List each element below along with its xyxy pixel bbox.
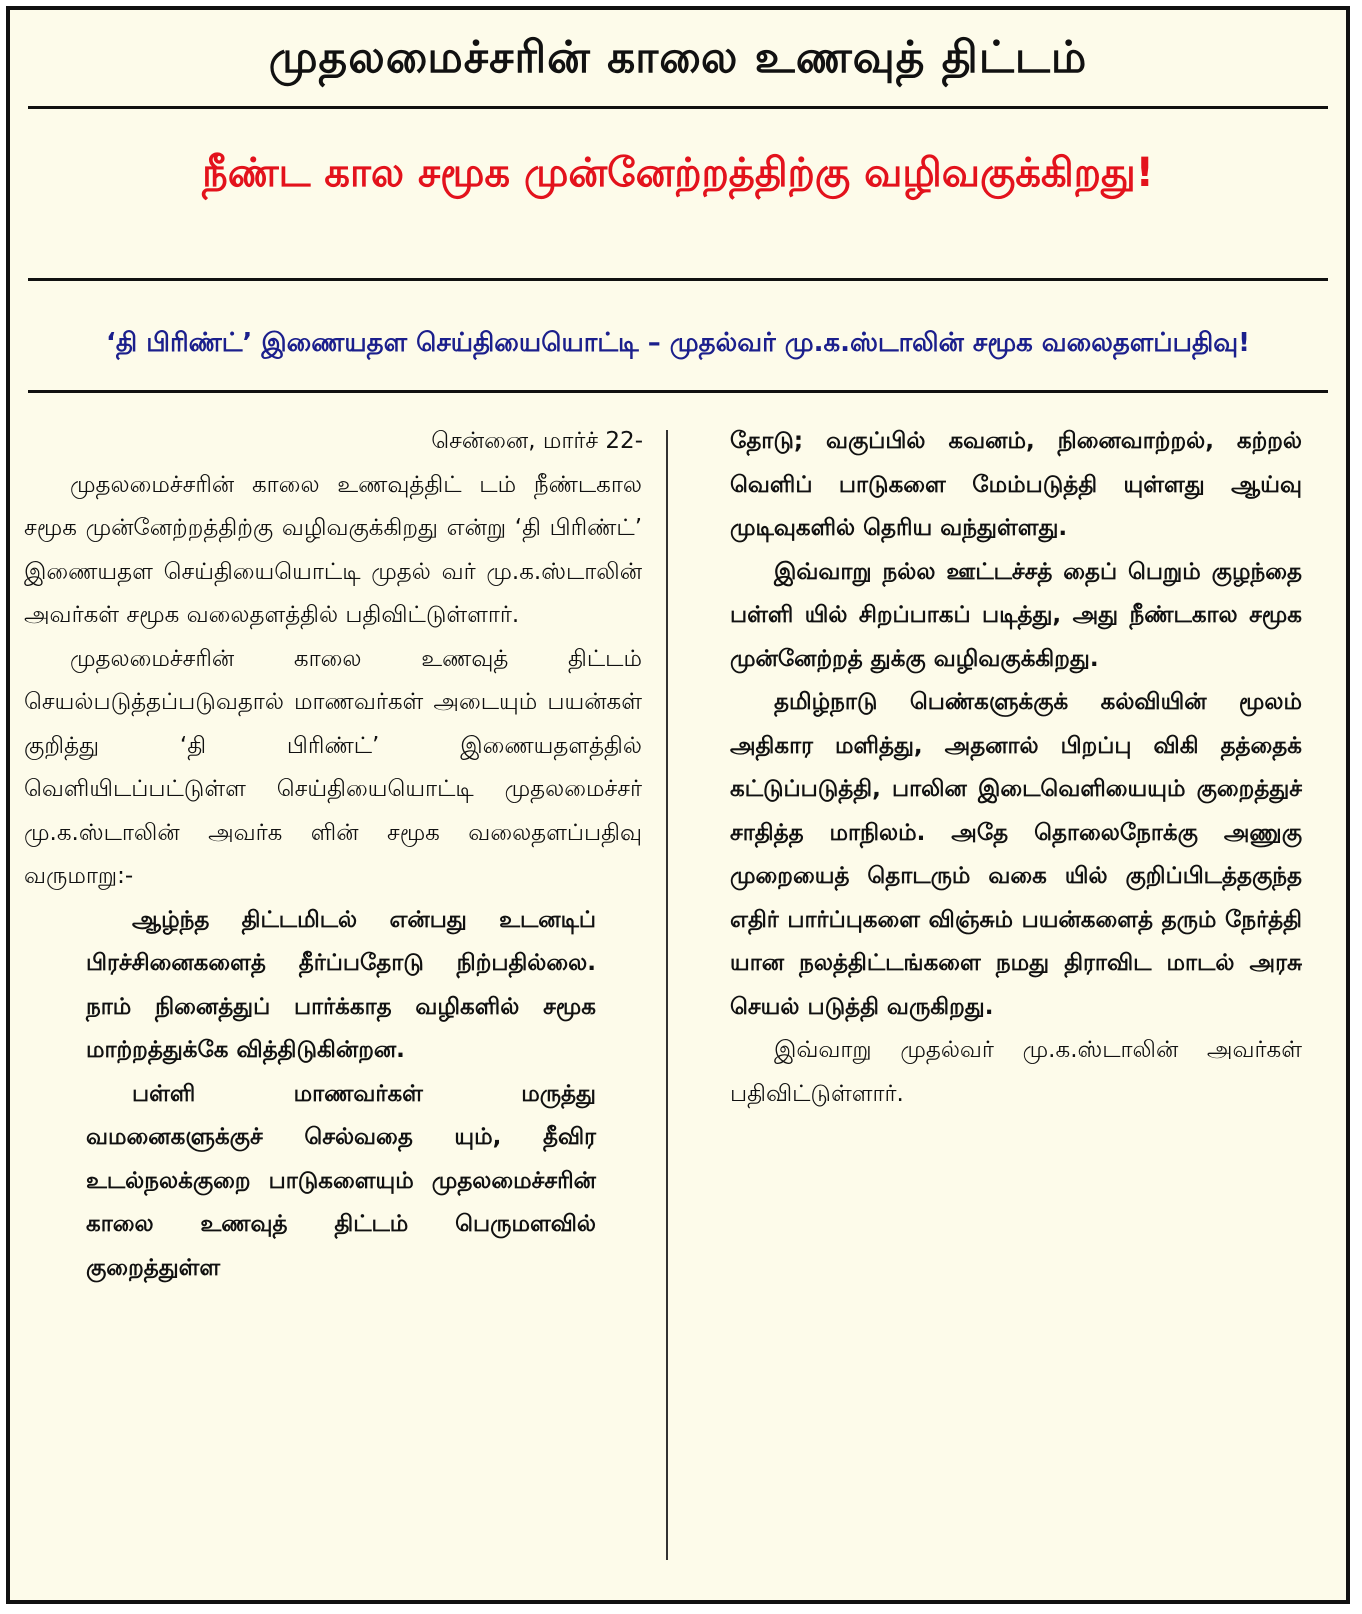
quote-paragraph: தமிழ்நாடு பெண்களுக்குக் கல்வியின் மூலம் அதிகார மளித்து, அதனால் பிறப்பு விகி தத்தைக் கட்டுப்படுத்தி, பாலின இடைவெளியையும் குறைத்துச் சாதித்த மாநிலம். அதே தொலைநோக்கு அணுகு முறையைத் தொடரும் வகை யில் குறிப்பிடத்தகுந்த எதிர் பார்ப்புகளை விஞ்சும் பயன்களைத் தரும் நேர்த்தி யான நலத்திட்டங்களை நமது திராவிட மாடல் அரசு செயல் படுத்தி வருகிறது. (730, 689, 1302, 1020)
quote-paragraph: ஆழ்ந்த திட்டமிடல் என்பது உடனடிப் பிரச்சினைகளைத் தீர்ப்பதோடு நிற்பதில்லை. நாம் நினைத்துப் பார்க்காத வழிகளில் சமூக மாற்றத்துக்கே வித்திடுகின்றன. (86, 906, 596, 1063)
column-divider (666, 430, 668, 1560)
subheadline: நீண்ட கால சமூக முன்னேற்றத்திற்கு வழிவகுக்கிறது! (202, 150, 1154, 196)
news-clipping (6, 6, 1350, 1604)
strap-rule (28, 390, 1328, 393)
left-column (24, 420, 649, 1290)
strapline: ‘தி பிரிண்ட்’ இணையதள செய்தியையொட்டி – முதல்வர் மு.க.ஸ்டாலின் சமூக வலைதளப்பதிவு! (106, 328, 1250, 358)
quote-paragraph: தோடு; வகுப்பில் கவனம், நினைவாற்றல், கற்றல் வெளிப் பாடுகளை மேம்படுத்தி யுள்ளது ஆய்வு முடிவுகளில் தெரிய வந்துள்ளது. (730, 428, 1302, 541)
paragraph: முதலமைச்சரின் காலை உணவுத்திட் டம் நீண்டகால சமூக முன்னேற்றத்திற்கு வழிவகுக்கிறது என்று ‘தி பிரிண்ட்’ இணையதள செய்தியையொட்டி முதல் வர் மு.க.ஸ்டாலின் அவர்கள் சமூக வலைதளத்தில் பதிவிட்டுள்ளார். (24, 471, 642, 628)
closing-paragraph: இவ்வாறு முதல்வர் மு.க.ஸ்டாலின் அவர்கள் பதிவிட்டுள்ளார். (730, 1037, 1302, 1107)
headline: முதலமைச்சரின் காலை உணவுத் திட்டம் (268, 32, 1088, 83)
dateline: சென்னை, மார்ச் 22- (431, 428, 643, 454)
quote-paragraph: பள்ளி மாணவர்கள் மருத்து வமனைகளுக்குச் செல்வதை யும், தீவிர உடல்நலக்குறை பாடுகளையும் முதலமைச்சரின் காலை உணவுத் திட்டம் பெருமளவில் குறைத்துள்ள (86, 1080, 596, 1281)
right-column (730, 420, 1302, 1116)
quote-paragraph: இவ்வாறு நல்ல ஊட்டச்சத் தைப் பெறும் குழந்தை பள்ளி யில் சிறப்பாகப் படித்து, அது நீண்டகால சமூக முன்னேற்றத் துக்கு வழிவகுக்கிறது. (730, 558, 1302, 672)
headline-rule (28, 106, 1328, 109)
subhead-rule (28, 278, 1328, 281)
paragraph: முதலமைச்சரின் காலை உணவுத் திட்டம் செயல்படுத்தப்படுவதால் மாணவர்கள் அடையும் பயன்கள் குறித்து ‘தி பிரிண்ட்’ இணையதளத்தில் வெளியிடப்பட்டுள்ள செய்தியையொட்டி முதலமைச்சர் மு.க.ஸ்டாலின் அவர்க ளின் சமூக வலைதளப்பதிவு வருமாறு:- (24, 645, 642, 889)
